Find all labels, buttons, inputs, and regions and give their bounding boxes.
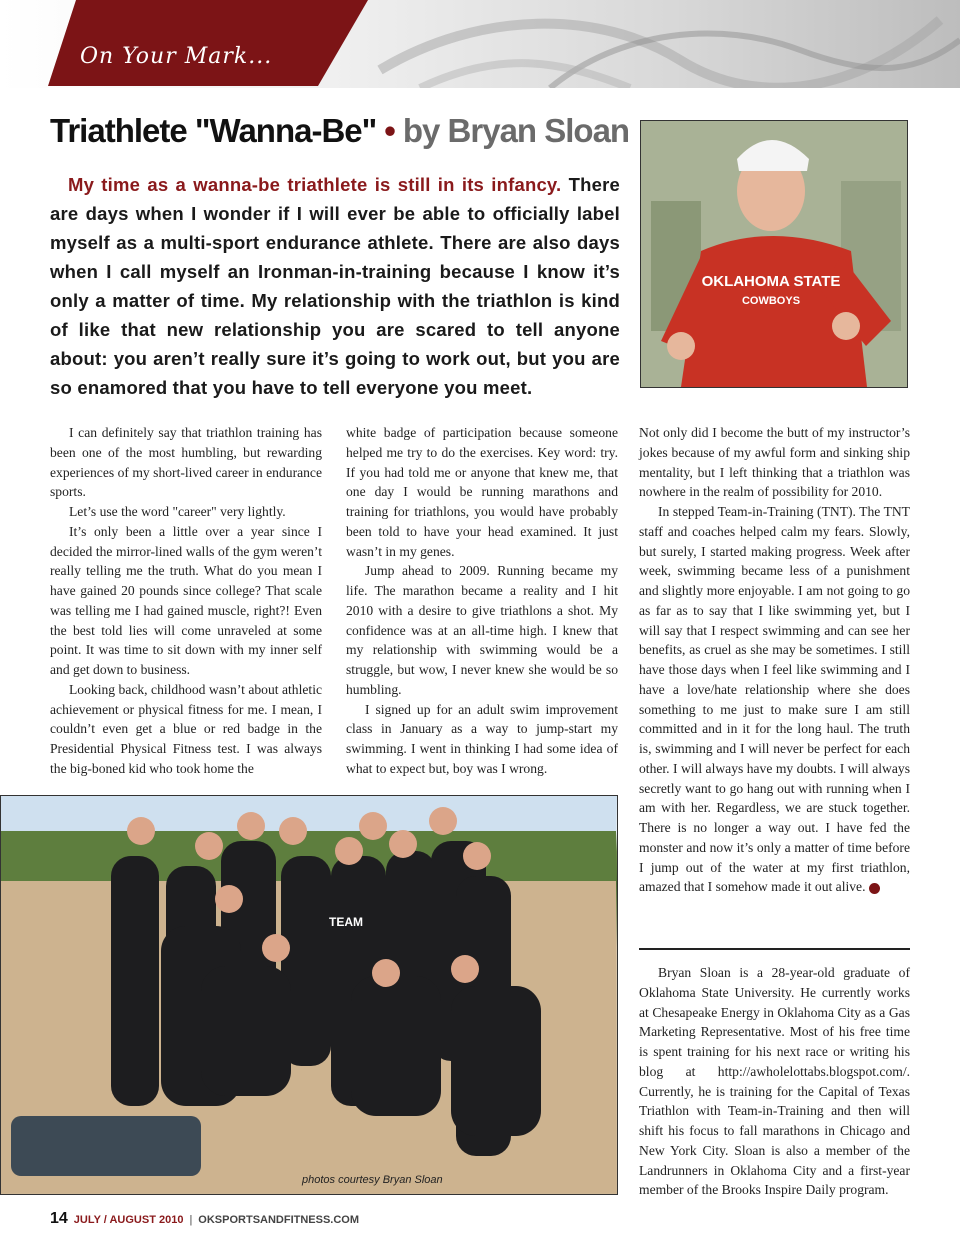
shirt-text: OKLAHOMA STATE (701, 273, 841, 290)
col2-paragraph: white badge of participation because someone helped me try to do the exercises. Key word: try. If you had told me or anyone that knew me, that one day I would be running marathons and training for triathlons, you would have probably been told to have your head examined. It just wasn’t in my genes. (346, 425, 618, 559)
section-label: On Your Mark... (80, 44, 273, 69)
runner-illustration (641, 121, 907, 387)
bio-divider (639, 948, 910, 950)
wetsuit-text: TEAM (329, 915, 363, 929)
issue-date: JULY / AUGUST 2010 (73, 1214, 184, 1226)
team-group-photo (0, 795, 618, 1195)
footer-separator: | (189, 1214, 193, 1226)
page-number: 14 (50, 1210, 68, 1227)
bio-paragraph: Bryan Sloan is a 28-year-old graduate of Oklahoma State University. He currently works at Chesapeake Energy in Oklahoma City as a Gas Marketing Representative. Most of his free time is spent training for his next race or writing his blog at http://awholelottabs.blogspot.com/. Currently, he is training for the Capital of Texas Triathlon with Team-in-Training and then will shift his focus to fall marathons in Chicago and New York City. Sloan is also a member of the Landrunners in Oklahoma City and a first-year member of the Brooks Inspire Daily program. (639, 965, 910, 1198)
title-text: Triathlete "Wanna-Be" (50, 112, 377, 149)
section-banner (48, 0, 368, 86)
intro-paragraph (50, 170, 620, 402)
intro-lead: My time as a wanna-be triathlete is still in its infancy. (68, 174, 562, 195)
end-of-article-icon (869, 883, 880, 894)
header-swirl-decoration (300, 0, 960, 88)
article-column-2 (346, 423, 618, 779)
runner-portrait-photo (640, 120, 908, 388)
header-band (0, 0, 960, 88)
col3-paragraph: Not only did I become the butt of my instructor’s jokes because of my awful form and sinking ship mentality, but I left thinking that a triathlon was nowhere in the realm of possibility for 2010. (639, 425, 910, 500)
col1-paragraph: It’s only been a little over a year since I decided the mirror-lined walls of the gym weren’t really telling me the truth. What do you mean I have gained 20 pounds since college? That scale was telling me I had gained muscle, right?! Even the best told lies will come unraveled at some point. It was time to sit down with my inner self and get down to business. (50, 523, 322, 677)
col1-paragraph: Let’s use the word "career" very lightly. (69, 504, 286, 519)
team-illustration (1, 796, 616, 1193)
author-bio (639, 963, 910, 1200)
col1-paragraph: I can definitely say that triathlon training has been one of the most humbling, but rewarding experiences of my short-lived career in endurance sports. (50, 425, 322, 500)
col3-paragraph (639, 502, 910, 897)
page-footer (50, 1210, 470, 1228)
col2-paragraph: Jump ahead to 2009. Running became my life. The marathon became a reality and I hit 2010 with a desire to give triathlons a shot. My confidence was at an all-time high. I knew that my relationship with swimming would be a struggle, but wow, I never knew she would be so humbling. (346, 563, 618, 697)
article-column-3 (639, 423, 910, 897)
byline: by Bryan Sloan (402, 112, 630, 149)
article-title (50, 112, 630, 150)
title-bullet: • (384, 112, 395, 149)
intro-rest: There are days when I wonder if I will ever be able to officially label myself as a multi-sport endurance athlete. There are also days when I call myself an Ironman-in-training because I know it’s only a matter of time. My relationship with the triathlon is kind of like that new relationship you are scared to tell anyone about: you aren’t really sure it’s going to work out, but you are so enamored that you have to tell everyone you meet. (50, 174, 621, 398)
col3-paragraph-text: In stepped Team-in-Training (TNT). The TNT staff and coaches helped calm my fears. Slowly, but surely, I started making progress. Week after week, swimming became less of a punishment and slightly more enjoyable. I am not going to go as far as to say that I like swimming yet, but I will say that I respect swimming and can see her benefits, as cruel as she may be sometimes. I still have those days when I feel like swimming and I have a love/hate relationship where she does something to me just to make sure I am still committed and in it for the long haul. The truth is, swimming and I will never be perfect for each other. I will always have my doubts. I will always secretly want to go hang out with running when I am with her. Regardless, we are stuck together. There is no longer a way out. I have fed the monster and now it’s only a matter of time before I jump out of the water at my first triathlon, amazed that I somehow made it out alive. (639, 504, 910, 895)
col2-paragraph: I signed up for an adult swim improvement class in January as a way to jump-start my swimming. I went in thinking I had some idea of what to expect but, boy was I wrong. (346, 701, 618, 776)
shirt-subtext: COWBOYS (741, 295, 801, 307)
article-column-1 (50, 423, 322, 779)
photo-credit: photos courtesy Bryan Sloan (302, 1174, 443, 1186)
col1-paragraph: Looking back, childhood wasn’t about athletic achievement or physical fitness for me. I mean, I couldn’t even get a blue or red badge in the Presidential Physical Fitness test. I was always the big-boned kid who took home the (50, 681, 322, 776)
website-link[interactable]: OKSPORTSANDFITNESS.COM (198, 1214, 360, 1226)
